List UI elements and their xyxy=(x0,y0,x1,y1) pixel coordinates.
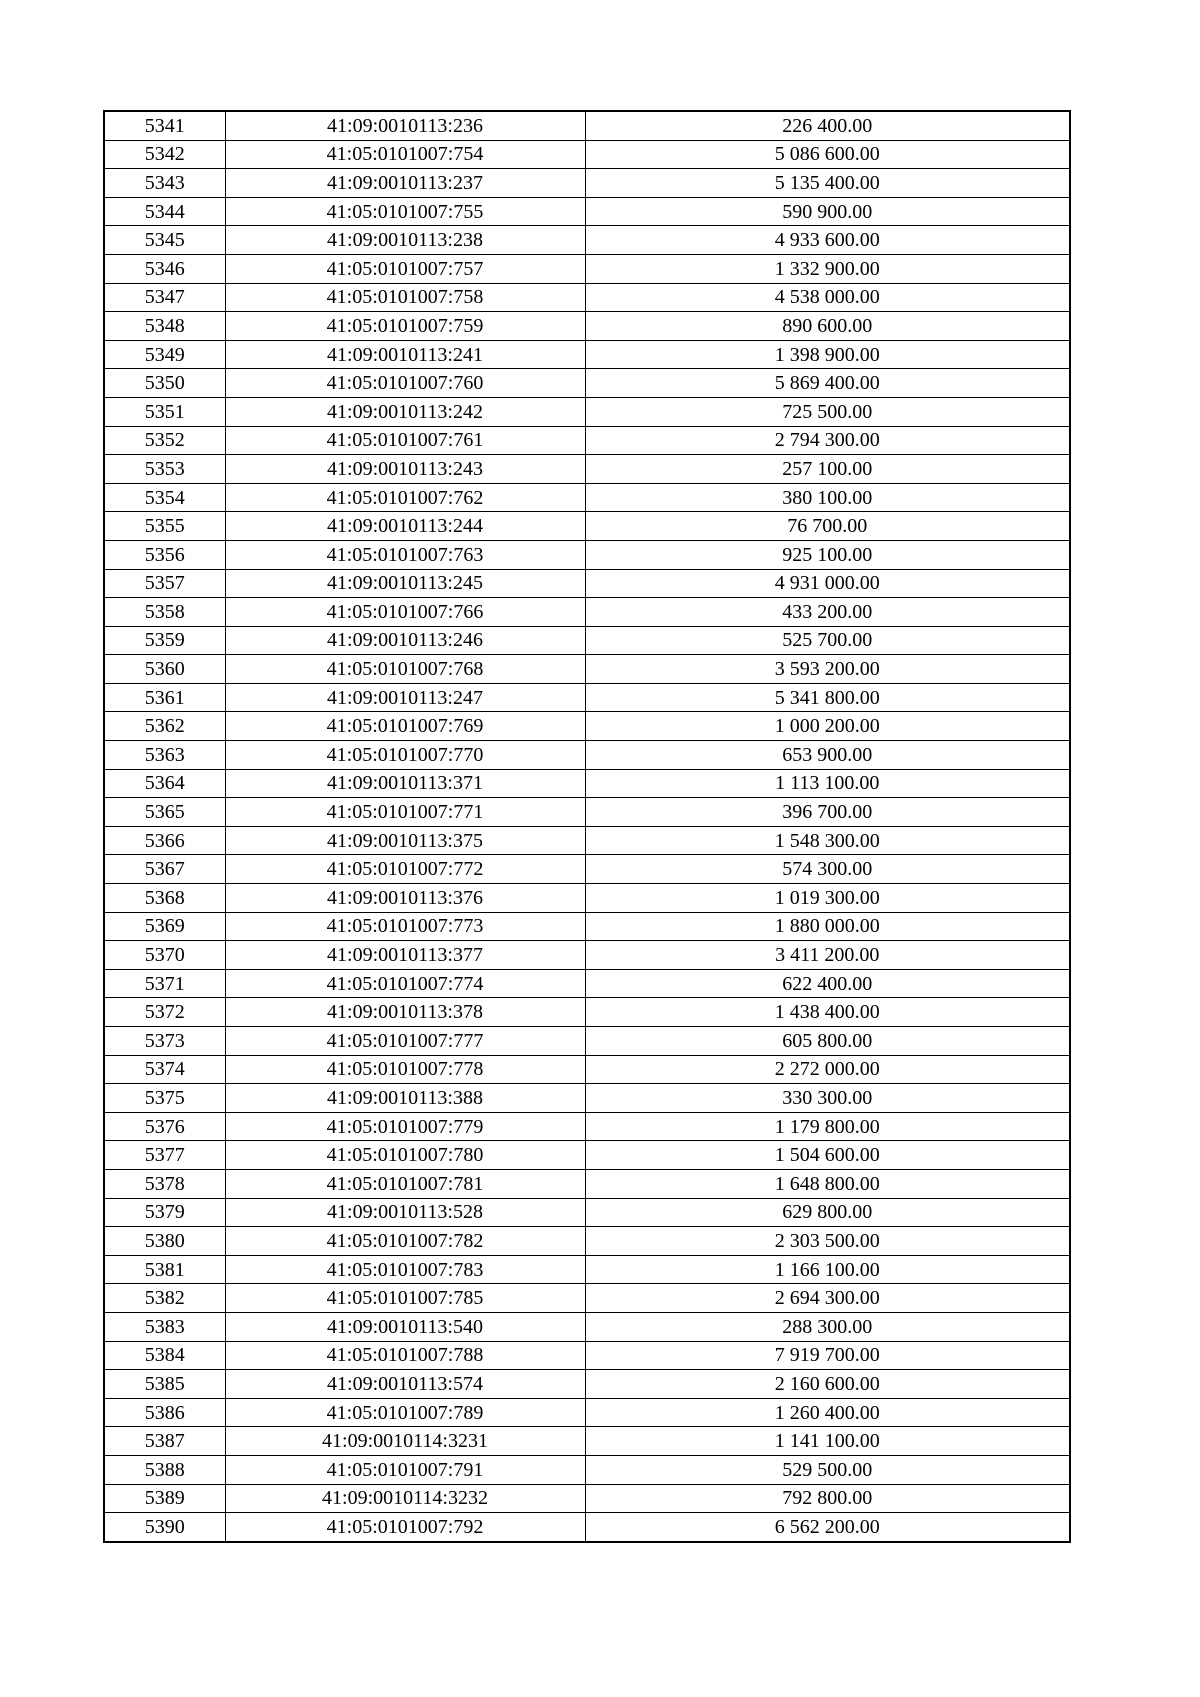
row-number-cell: 5387 xyxy=(104,1427,225,1456)
row-number-cell: 5347 xyxy=(104,283,225,312)
cadastral-number-cell: 41:05:0101007:792 xyxy=(225,1513,585,1542)
table-row xyxy=(104,1027,1070,1056)
row-number-cell: 5369 xyxy=(104,912,225,941)
cadastral-number-cell: 41:05:0101007:783 xyxy=(225,1255,585,1284)
table-body xyxy=(104,111,1070,1542)
cadastral-value-cell: 1 880 000.00 xyxy=(585,912,1070,941)
table-row xyxy=(104,998,1070,1027)
cadastral-value-cell: 1 332 900.00 xyxy=(585,254,1070,283)
cadastral-number-cell: 41:05:0101007:754 xyxy=(225,140,585,169)
row-number-cell: 5364 xyxy=(104,769,225,798)
table-row xyxy=(104,683,1070,712)
cadastral-number-cell: 41:05:0101007:760 xyxy=(225,369,585,398)
cadastral-value-cell: 1 548 300.00 xyxy=(585,826,1070,855)
row-number-cell: 5349 xyxy=(104,340,225,369)
cadastral-number-cell: 41:09:0010113:242 xyxy=(225,397,585,426)
cadastral-value-cell: 1 019 300.00 xyxy=(585,884,1070,913)
row-number-cell: 5390 xyxy=(104,1513,225,1542)
cadastral-value-cell: 890 600.00 xyxy=(585,312,1070,341)
cadastral-number-cell: 41:09:0010113:236 xyxy=(225,111,585,140)
cadastral-number-cell: 41:05:0101007:761 xyxy=(225,426,585,455)
table-row xyxy=(104,1398,1070,1427)
cadastral-value-cell: 1 504 600.00 xyxy=(585,1141,1070,1170)
row-number-cell: 5346 xyxy=(104,254,225,283)
cadastral-number-cell: 41:05:0101007:785 xyxy=(225,1284,585,1313)
cadastral-number-cell: 41:05:0101007:782 xyxy=(225,1227,585,1256)
table-row xyxy=(104,512,1070,541)
cadastral-number-cell: 41:05:0101007:781 xyxy=(225,1169,585,1198)
table-row xyxy=(104,941,1070,970)
row-number-cell: 5379 xyxy=(104,1198,225,1227)
table-row xyxy=(104,1255,1070,1284)
table-row xyxy=(104,1055,1070,1084)
table-row xyxy=(104,1084,1070,1113)
cadastral-number-cell: 41:05:0101007:757 xyxy=(225,254,585,283)
cadastral-value-cell: 288 300.00 xyxy=(585,1312,1070,1341)
cadastral-value-cell: 2 160 600.00 xyxy=(585,1370,1070,1399)
cadastral-value-cell: 380 100.00 xyxy=(585,483,1070,512)
row-number-cell: 5345 xyxy=(104,226,225,255)
cadastral-value-cell: 1 113 100.00 xyxy=(585,769,1070,798)
cadastral-value-cell: 4 538 000.00 xyxy=(585,283,1070,312)
table-row xyxy=(104,712,1070,741)
table-row xyxy=(104,569,1070,598)
cadastral-value-cell: 1 000 200.00 xyxy=(585,712,1070,741)
table-row xyxy=(104,1341,1070,1370)
table-row xyxy=(104,397,1070,426)
cadastral-number-cell: 41:09:0010113:237 xyxy=(225,169,585,198)
cadastral-number-cell: 41:05:0101007:763 xyxy=(225,540,585,569)
cadastral-value-cell: 7 919 700.00 xyxy=(585,1341,1070,1370)
row-number-cell: 5359 xyxy=(104,626,225,655)
row-number-cell: 5355 xyxy=(104,512,225,541)
cadastral-value-cell: 330 300.00 xyxy=(585,1084,1070,1113)
cadastral-value-cell: 629 800.00 xyxy=(585,1198,1070,1227)
row-number-cell: 5375 xyxy=(104,1084,225,1113)
cadastral-value-cell: 5 341 800.00 xyxy=(585,683,1070,712)
cadastral-value-cell: 5 869 400.00 xyxy=(585,369,1070,398)
row-number-cell: 5357 xyxy=(104,569,225,598)
table-row xyxy=(104,798,1070,827)
row-number-cell: 5388 xyxy=(104,1455,225,1484)
row-number-cell: 5383 xyxy=(104,1312,225,1341)
row-number-cell: 5386 xyxy=(104,1398,225,1427)
cadastral-value-cell: 525 700.00 xyxy=(585,626,1070,655)
table-row xyxy=(104,340,1070,369)
table-row xyxy=(104,1455,1070,1484)
cadastral-number-cell: 41:05:0101007:762 xyxy=(225,483,585,512)
cadastral-number-cell: 41:09:0010113:388 xyxy=(225,1084,585,1113)
cadastral-number-cell: 41:09:0010114:3232 xyxy=(225,1484,585,1513)
cadastral-value-cell: 622 400.00 xyxy=(585,969,1070,998)
cadastral-number-cell: 41:09:0010113:241 xyxy=(225,340,585,369)
row-number-cell: 5376 xyxy=(104,1112,225,1141)
row-number-cell: 5341 xyxy=(104,111,225,140)
table-row xyxy=(104,1169,1070,1198)
cadastral-number-cell: 41:09:0010114:3231 xyxy=(225,1427,585,1456)
row-number-cell: 5367 xyxy=(104,855,225,884)
row-number-cell: 5377 xyxy=(104,1141,225,1170)
cadastral-value-cell: 2 303 500.00 xyxy=(585,1227,1070,1256)
row-number-cell: 5371 xyxy=(104,969,225,998)
table-row xyxy=(104,1112,1070,1141)
cadastral-value-cell: 4 933 600.00 xyxy=(585,226,1070,255)
cadastral-number-cell: 41:05:0101007:778 xyxy=(225,1055,585,1084)
table-row xyxy=(104,912,1070,941)
row-number-cell: 5351 xyxy=(104,397,225,426)
cadastral-number-cell: 41:09:0010113:574 xyxy=(225,1370,585,1399)
row-number-cell: 5352 xyxy=(104,426,225,455)
row-number-cell: 5354 xyxy=(104,483,225,512)
row-number-cell: 5356 xyxy=(104,540,225,569)
row-number-cell: 5361 xyxy=(104,683,225,712)
row-number-cell: 5381 xyxy=(104,1255,225,1284)
table-row xyxy=(104,626,1070,655)
cadastral-value-cell: 925 100.00 xyxy=(585,540,1070,569)
cadastral-value-cell: 5 086 600.00 xyxy=(585,140,1070,169)
cadastral-value-cell: 433 200.00 xyxy=(585,598,1070,627)
row-number-cell: 5384 xyxy=(104,1341,225,1370)
row-number-cell: 5366 xyxy=(104,826,225,855)
cadastral-value-cell: 653 900.00 xyxy=(585,741,1070,770)
cadastral-number-cell: 41:09:0010113:375 xyxy=(225,826,585,855)
cadastral-value-cell: 396 700.00 xyxy=(585,798,1070,827)
row-number-cell: 5344 xyxy=(104,197,225,226)
row-number-cell: 5365 xyxy=(104,798,225,827)
table-row xyxy=(104,111,1070,140)
row-number-cell: 5342 xyxy=(104,140,225,169)
cadastral-number-cell: 41:05:0101007:768 xyxy=(225,655,585,684)
row-number-cell: 5353 xyxy=(104,455,225,484)
cadastral-value-cell: 2 794 300.00 xyxy=(585,426,1070,455)
cadastral-number-cell: 41:09:0010113:238 xyxy=(225,226,585,255)
cadastral-number-cell: 41:09:0010113:540 xyxy=(225,1312,585,1341)
table-row xyxy=(104,1312,1070,1341)
cadastral-number-cell: 41:09:0010113:244 xyxy=(225,512,585,541)
cadastral-value-cell: 725 500.00 xyxy=(585,397,1070,426)
cadastral-number-cell: 41:05:0101007:771 xyxy=(225,798,585,827)
table-row xyxy=(104,312,1070,341)
table-row xyxy=(104,741,1070,770)
cadastral-number-cell: 41:09:0010113:377 xyxy=(225,941,585,970)
cadastral-value-cell: 590 900.00 xyxy=(585,197,1070,226)
table-row xyxy=(104,1370,1070,1399)
cadastral-number-cell: 41:05:0101007:770 xyxy=(225,741,585,770)
table-row xyxy=(104,426,1070,455)
cadastral-value-cell: 76 700.00 xyxy=(585,512,1070,541)
cadastral-number-cell: 41:09:0010113:245 xyxy=(225,569,585,598)
row-number-cell: 5373 xyxy=(104,1027,225,1056)
cadastral-value-cell: 529 500.00 xyxy=(585,1455,1070,1484)
table-row xyxy=(104,1141,1070,1170)
cadastral-number-cell: 41:09:0010113:243 xyxy=(225,455,585,484)
cadastral-value-cell: 1 438 400.00 xyxy=(585,998,1070,1027)
cadastral-value-cell: 2 272 000.00 xyxy=(585,1055,1070,1084)
cadastral-value-table xyxy=(103,110,1071,1543)
row-number-cell: 5368 xyxy=(104,884,225,913)
row-number-cell: 5363 xyxy=(104,741,225,770)
table-row xyxy=(104,226,1070,255)
table-row xyxy=(104,540,1070,569)
row-number-cell: 5350 xyxy=(104,369,225,398)
cadastral-value-cell: 5 135 400.00 xyxy=(585,169,1070,198)
table-row xyxy=(104,455,1070,484)
cadastral-number-cell: 41:05:0101007:780 xyxy=(225,1141,585,1170)
row-number-cell: 5358 xyxy=(104,598,225,627)
table-row xyxy=(104,1427,1070,1456)
table-row xyxy=(104,1198,1070,1227)
table-row xyxy=(104,1284,1070,1313)
cadastral-value-cell: 3 411 200.00 xyxy=(585,941,1070,970)
cadastral-number-cell: 41:05:0101007:791 xyxy=(225,1455,585,1484)
table-row xyxy=(104,283,1070,312)
row-number-cell: 5380 xyxy=(104,1227,225,1256)
cadastral-value-cell: 1 648 800.00 xyxy=(585,1169,1070,1198)
cadastral-value-cell: 1 179 800.00 xyxy=(585,1112,1070,1141)
table-row xyxy=(104,1227,1070,1256)
table-row xyxy=(104,884,1070,913)
cadastral-value-cell: 1 166 100.00 xyxy=(585,1255,1070,1284)
cadastral-value-cell: 257 100.00 xyxy=(585,455,1070,484)
row-number-cell: 5382 xyxy=(104,1284,225,1313)
table-row xyxy=(104,855,1070,884)
row-number-cell: 5343 xyxy=(104,169,225,198)
cadastral-value-cell: 605 800.00 xyxy=(585,1027,1070,1056)
cadastral-value-cell: 1 141 100.00 xyxy=(585,1427,1070,1456)
table-row xyxy=(104,140,1070,169)
table-row xyxy=(104,369,1070,398)
cadastral-number-cell: 41:09:0010113:246 xyxy=(225,626,585,655)
row-number-cell: 5385 xyxy=(104,1370,225,1399)
cadastral-number-cell: 41:05:0101007:759 xyxy=(225,312,585,341)
cadastral-value-cell: 3 593 200.00 xyxy=(585,655,1070,684)
cadastral-value-cell: 574 300.00 xyxy=(585,855,1070,884)
cadastral-value-cell: 1 260 400.00 xyxy=(585,1398,1070,1427)
cadastral-number-cell: 41:05:0101007:774 xyxy=(225,969,585,998)
table-row xyxy=(104,769,1070,798)
cadastral-number-cell: 41:09:0010113:528 xyxy=(225,1198,585,1227)
cadastral-number-cell: 41:05:0101007:777 xyxy=(225,1027,585,1056)
row-number-cell: 5348 xyxy=(104,312,225,341)
cadastral-value-cell: 4 931 000.00 xyxy=(585,569,1070,598)
cadastral-number-cell: 41:05:0101007:766 xyxy=(225,598,585,627)
cadastral-number-cell: 41:05:0101007:755 xyxy=(225,197,585,226)
table-row xyxy=(104,598,1070,627)
cadastral-number-cell: 41:05:0101007:773 xyxy=(225,912,585,941)
cadastral-number-cell: 41:05:0101007:788 xyxy=(225,1341,585,1370)
cadastral-number-cell: 41:09:0010113:371 xyxy=(225,769,585,798)
table-row xyxy=(104,483,1070,512)
cadastral-value-cell: 2 694 300.00 xyxy=(585,1284,1070,1313)
table-row xyxy=(104,969,1070,998)
table-row xyxy=(104,254,1070,283)
row-number-cell: 5372 xyxy=(104,998,225,1027)
table-row xyxy=(104,826,1070,855)
cadastral-number-cell: 41:05:0101007:769 xyxy=(225,712,585,741)
table-row xyxy=(104,197,1070,226)
table-row xyxy=(104,655,1070,684)
row-number-cell: 5360 xyxy=(104,655,225,684)
cadastral-number-cell: 41:09:0010113:247 xyxy=(225,683,585,712)
cadastral-number-cell: 41:05:0101007:758 xyxy=(225,283,585,312)
cadastral-value-cell: 6 562 200.00 xyxy=(585,1513,1070,1542)
row-number-cell: 5362 xyxy=(104,712,225,741)
cadastral-number-cell: 41:09:0010113:376 xyxy=(225,884,585,913)
cadastral-number-cell: 41:05:0101007:779 xyxy=(225,1112,585,1141)
row-number-cell: 5378 xyxy=(104,1169,225,1198)
table-row xyxy=(104,1513,1070,1542)
cadastral-number-cell: 41:05:0101007:789 xyxy=(225,1398,585,1427)
cadastral-number-cell: 41:05:0101007:772 xyxy=(225,855,585,884)
cadastral-value-cell: 792 800.00 xyxy=(585,1484,1070,1513)
row-number-cell: 5389 xyxy=(104,1484,225,1513)
table-row xyxy=(104,169,1070,198)
row-number-cell: 5374 xyxy=(104,1055,225,1084)
cadastral-number-cell: 41:09:0010113:378 xyxy=(225,998,585,1027)
cadastral-value-cell: 1 398 900.00 xyxy=(585,340,1070,369)
row-number-cell: 5370 xyxy=(104,941,225,970)
cadastral-value-cell: 226 400.00 xyxy=(585,111,1070,140)
table-row xyxy=(104,1484,1070,1513)
